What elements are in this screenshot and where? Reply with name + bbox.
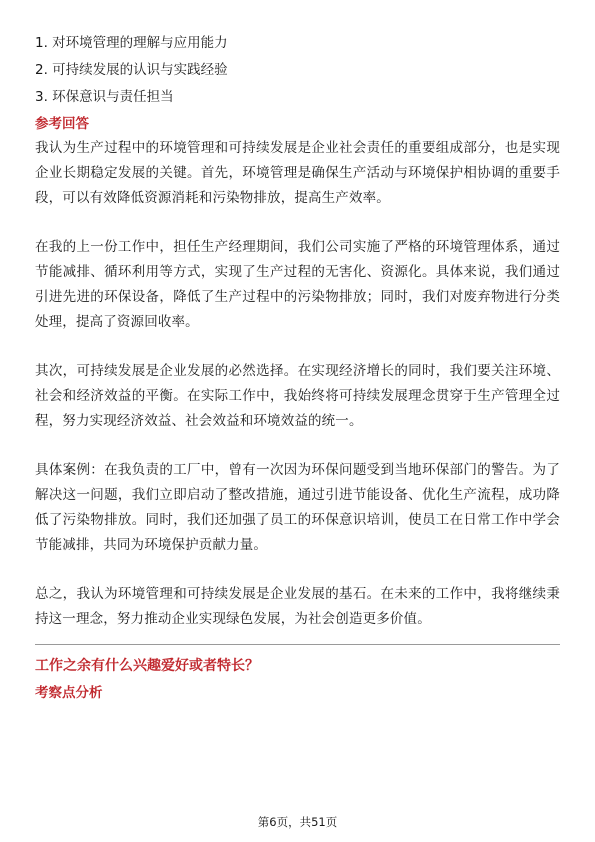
page-footer: 第6页，共51页 (257, 815, 338, 829)
answer-body (35, 136, 560, 632)
assessment-point: 1. 对环境管理的理解与应用能力 (35, 35, 228, 51)
answer-paragraph: 我认为生产过程中的环境管理和可持续发展是企业社会责任的重要组成部分，也是实现企业长期稳定发展的关键。首先，环境管理是确保生产活动与环境保护相协调的重要手段，可以有效降低资源消耗和污染物排放，提高生产效率。 (35, 140, 560, 206)
section-divider (35, 644, 560, 645)
answer-paragraph: 其次，可持续发展是企业发展的必然选择。在实现经济增长的同时，我们要关注环境、社会和经济效益的平衡。在实际工作中，我始终将可持续发展理念贯穿于生产管理全过程，努力实现经济效益、社会效益和环境效益的统一。 (35, 363, 560, 429)
next-analysis-label: 考察点分析 (35, 685, 103, 701)
next-question-heading: 工作之余有什么兴趣爱好或者特长？ (35, 658, 259, 674)
assessment-points-list (35, 30, 560, 110)
assessment-point: 3. 环保意识与责任担当 (35, 89, 174, 105)
page-content (35, 30, 560, 705)
answer-paragraph: 在我的上一份工作中，担任生产经理期间，我们公司实施了严格的环境管理体系，通过节能减排、循环利用等方式，实现了生产过程的无害化、资源化。具体来说，我们通过引进先进的环保设备，降低了生产过程中的污染物排放；同时，我们对废弃物进行分类处理，提高了资源回收率。 (35, 239, 560, 330)
answer-paragraph: 具体案例：在我负责的工厂中，曾有一次因为环保问题受到当地环保部门的警告。为了解决这一问题，我们立即启动了整改措施，通过引进节能设备、优化生产流程，成功降低了污染物排放。同时，我们还加强了员工的环保意识培训，使员工在日常工作中学会节能减排，共同为环境保护贡献力量。 (35, 462, 560, 553)
assessment-point: 2. 可持续发展的认识与实践经验 (35, 62, 228, 78)
answer-label: 参考回答 (35, 116, 89, 132)
answer-paragraph: 总之，我认为环境管理和可持续发展是企业发展的基石。在未来的工作中，我将继续秉持这一理念，努力推动企业实现绿色发展，为社会创造更多价值。 (35, 586, 560, 627)
